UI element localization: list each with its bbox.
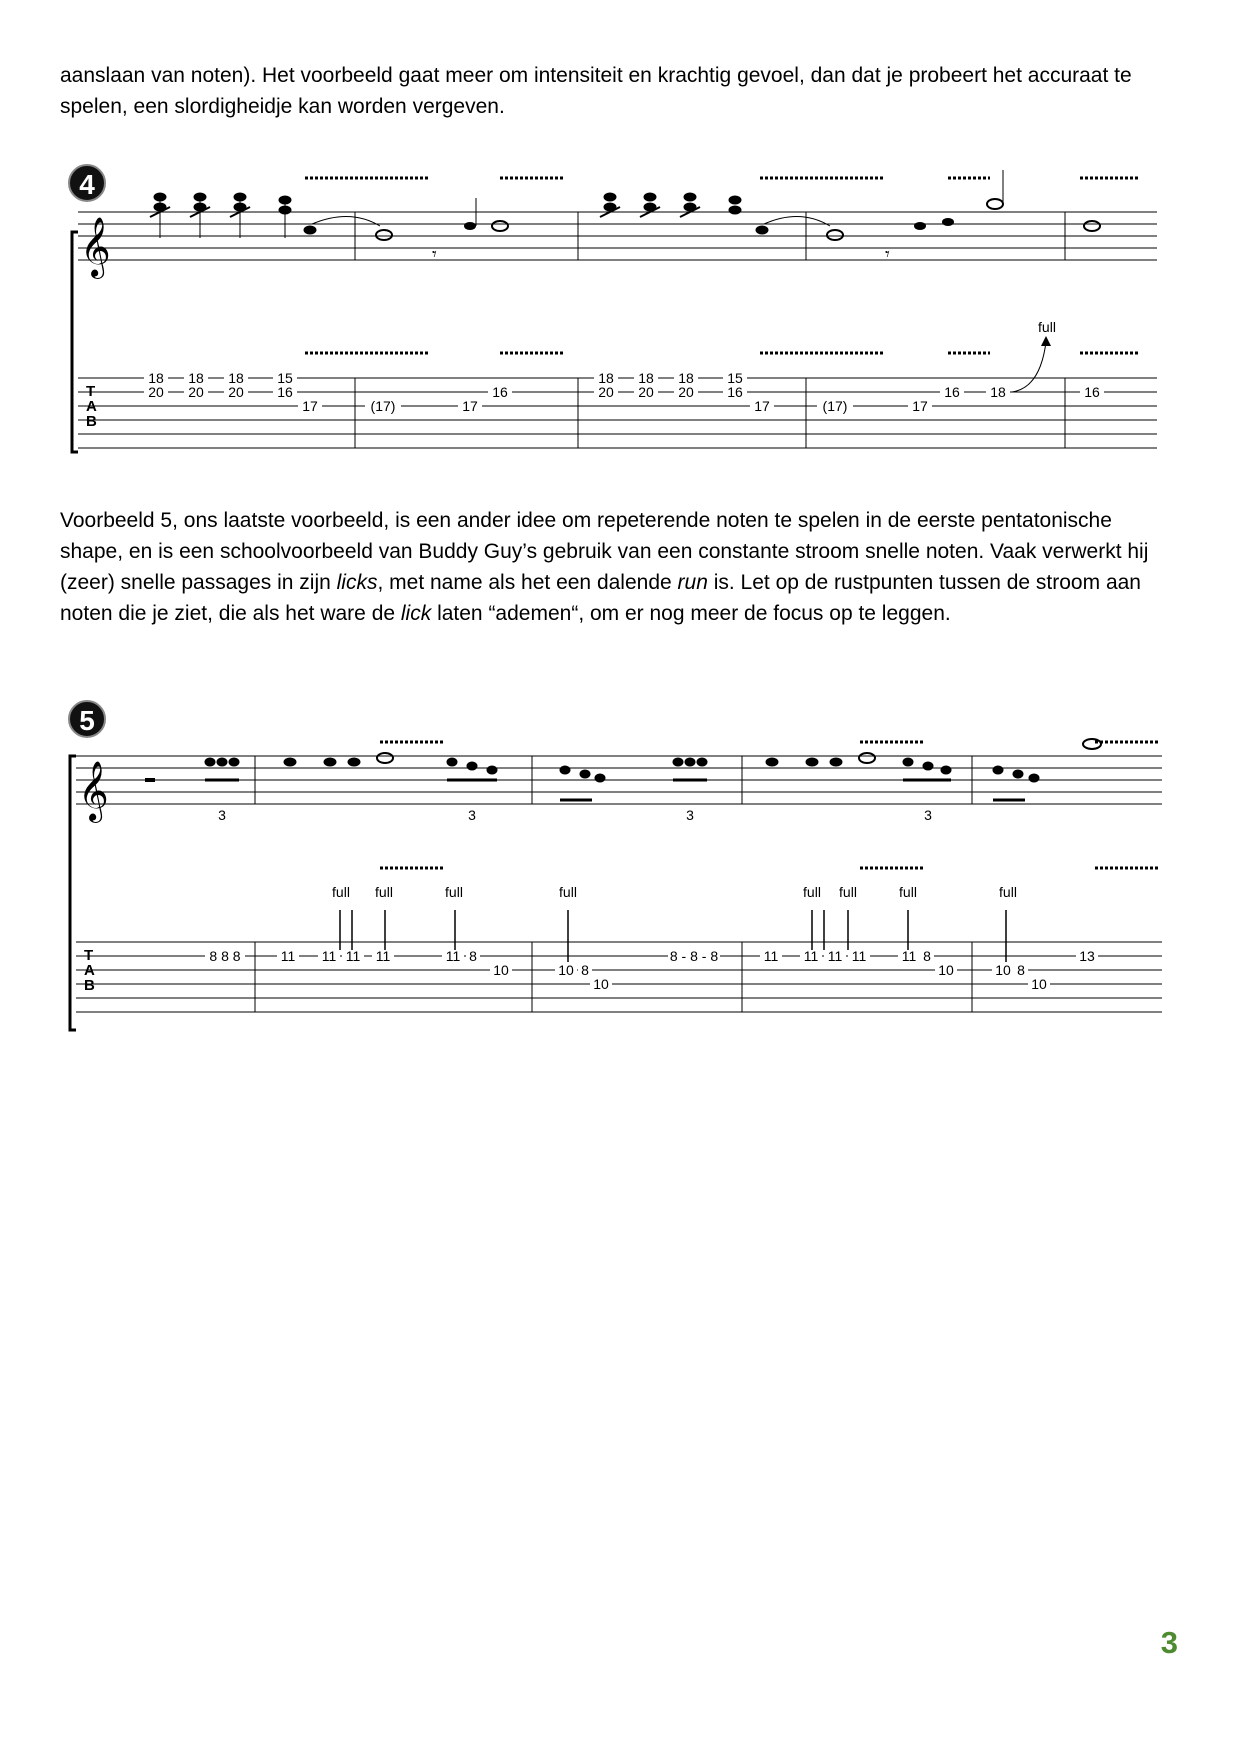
svg-text:full: full: [999, 884, 1017, 900]
svg-text:B: B: [86, 413, 97, 430]
svg-text:𝄞: 𝄞: [80, 218, 111, 276]
svg-text:15: 15: [277, 370, 293, 386]
svg-text:16: 16: [944, 384, 960, 400]
svg-text:10: 10: [593, 976, 609, 992]
svg-text:T: T: [84, 947, 94, 964]
svg-text:10: 10: [1031, 976, 1047, 992]
example-4-notation: [0, 160, 1240, 470]
svg-text:11: 11: [280, 948, 296, 964]
example-5-notation: [0, 700, 1240, 1040]
svg-text:B: B: [84, 977, 95, 994]
page-number: 3: [1160, 1625, 1178, 1660]
svg-text:A: A: [84, 962, 95, 979]
paragraph-voorbeeld-5: Voorbeeld 5, ons laatste voorbeeld, is een ander idee om repeterende noten te spelen in de eerste pentatonische shape, en is een schoolvoorbeeld van Buddy Guy’s gebruik van een constante stroom snelle noten. Vaak verwerkt hij (zeer) snelle passages in zijn licks, met name als het een dalende run is. Let op de rustpunten tussen de stroom aan noten die je ziet, die als het ware de lick laten “ademen“, om er nog meer de focus op te leggen.: [60, 509, 1149, 625]
svg-text:17: 17: [912, 398, 928, 414]
svg-text:8 8 8: 8 8 8: [209, 948, 241, 964]
svg-text:8: 8: [581, 962, 589, 978]
svg-text:full: full: [445, 884, 463, 900]
svg-text:18: 18: [148, 370, 164, 386]
svg-text:18: 18: [188, 370, 204, 386]
svg-text:11: 11: [803, 948, 819, 964]
svg-text:8: 8: [923, 948, 931, 964]
svg-text:20: 20: [228, 384, 244, 400]
bend-label: full: [1038, 319, 1056, 335]
svg-text:(17): (17): [822, 398, 848, 414]
svg-text:full: full: [375, 884, 393, 900]
svg-text:11: 11: [321, 948, 337, 964]
svg-text:𝄾: 𝄾: [885, 244, 890, 264]
svg-text:18: 18: [228, 370, 244, 386]
svg-text:8: 8: [1017, 962, 1025, 978]
svg-text:17: 17: [754, 398, 770, 414]
svg-text:10: 10: [938, 962, 954, 978]
svg-text:11: 11: [851, 948, 867, 964]
svg-text:20: 20: [638, 384, 654, 400]
svg-text:10: 10: [995, 962, 1011, 978]
svg-text:17: 17: [302, 398, 318, 414]
svg-text:3: 3: [686, 807, 694, 823]
svg-text:full: full: [839, 884, 857, 900]
paragraph-intro: aanslaan van noten). Het voorbeeld gaat meer om intensiteit en krachtig gevoel, dan dat je probeert het accuraat te spelen, een slordigheidje kan worden vergeven.: [60, 64, 1132, 118]
svg-text:𝄞: 𝄞: [78, 762, 109, 820]
svg-text:20: 20: [148, 384, 164, 400]
svg-text:full: full: [332, 884, 350, 900]
svg-text:16: 16: [727, 384, 743, 400]
svg-text:3: 3: [924, 807, 932, 823]
svg-text:8: 8: [469, 948, 477, 964]
example-5: [0, 700, 1240, 1040]
svg-text:10: 10: [493, 962, 509, 978]
svg-text:11: 11: [827, 948, 843, 964]
example-5-badge: 5: [68, 700, 106, 738]
svg-text:17: 17: [462, 398, 478, 414]
svg-text:3: 3: [468, 807, 476, 823]
svg-text:20: 20: [678, 384, 694, 400]
svg-text:20: 20: [598, 384, 614, 400]
svg-text:18: 18: [598, 370, 614, 386]
svg-text:full: full: [899, 884, 917, 900]
svg-text:11: 11: [445, 948, 461, 964]
svg-text:11: 11: [345, 948, 361, 964]
svg-text:20: 20: [188, 384, 204, 400]
tab-letters: [86, 383, 97, 430]
svg-text:15: 15: [727, 370, 743, 386]
svg-text:11: 11: [763, 948, 779, 964]
svg-text:3: 3: [218, 807, 226, 823]
tab-letters-5: [84, 947, 95, 994]
svg-text:18: 18: [990, 384, 1006, 400]
example-4-badge: 4: [68, 164, 106, 202]
svg-text:16: 16: [492, 384, 508, 400]
svg-text:18: 18: [638, 370, 654, 386]
bend-labels: [332, 884, 1017, 900]
svg-text:T: T: [86, 383, 96, 400]
svg-text:A: A: [86, 398, 97, 415]
svg-text:full: full: [803, 884, 821, 900]
triplet-marks: [218, 807, 932, 823]
svg-text:18: 18: [678, 370, 694, 386]
svg-text:11: 11: [375, 948, 391, 964]
svg-text:𝄾: 𝄾: [432, 244, 437, 264]
example-4: [0, 160, 1240, 470]
svg-text:(17): (17): [370, 398, 396, 414]
svg-text:10: 10: [558, 962, 574, 978]
svg-text:full: full: [559, 884, 577, 900]
svg-text:8 - 8 - 8: 8 - 8 - 8: [669, 948, 719, 964]
svg-text:16: 16: [277, 384, 293, 400]
svg-text:13: 13: [1079, 948, 1095, 964]
svg-text:16: 16: [1084, 384, 1100, 400]
svg-text:11: 11: [901, 948, 917, 964]
